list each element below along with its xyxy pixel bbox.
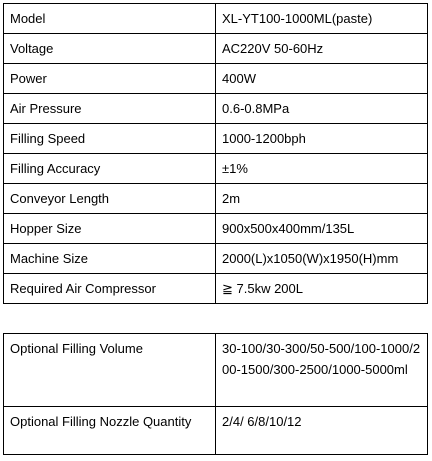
table-row [4,184,428,214]
table-row [4,34,428,64]
table-row [4,407,428,455]
spec-label: Model [4,4,216,34]
spec-label: Machine Size [4,244,216,274]
table-row [4,124,428,154]
option-label: Optional Filling Volume [4,334,216,407]
table-row [4,334,428,407]
spec-value: 400W [216,64,428,94]
optional-table [3,333,428,455]
option-value: 30-100/30-300/50-500/100-1000/200-1500/300-2500/1000-5000ml [216,334,428,407]
option-value: 2/4/ 6/8/10/12 [216,407,428,455]
spec-value: 0.6-0.8MPa [216,94,428,124]
spec-value: XL-YT100-1000ML(paste) [216,4,428,34]
table-row [4,244,428,274]
spec-table [3,3,428,304]
spec-label: Conveyor Length [4,184,216,214]
spec-value: 1000-1200bph [216,124,428,154]
table-row [4,214,428,244]
option-label: Optional Filling Nozzle Quantity [4,407,216,455]
spec-label: Filling Speed [4,124,216,154]
spec-value: ≧ 7.5kw 200L [216,274,428,304]
spec-value: ±1% [216,154,428,184]
spec-label: Required Air Compressor [4,274,216,304]
table-row [4,64,428,94]
table-row [4,274,428,304]
spec-label: Filling Accuracy [4,154,216,184]
spec-label: Voltage [4,34,216,64]
spec-value: 900x500x400mm/135L [216,214,428,244]
table-row [4,94,428,124]
spec-value: 2000(L)x1050(W)x1950(H)mm [216,244,428,274]
spec-value: AC220V 50-60Hz [216,34,428,64]
spec-label: Air Pressure [4,94,216,124]
table-row [4,154,428,184]
spec-label: Hopper Size [4,214,216,244]
table-row [4,4,428,34]
spec-value: 2m [216,184,428,214]
spec-label: Power [4,64,216,94]
